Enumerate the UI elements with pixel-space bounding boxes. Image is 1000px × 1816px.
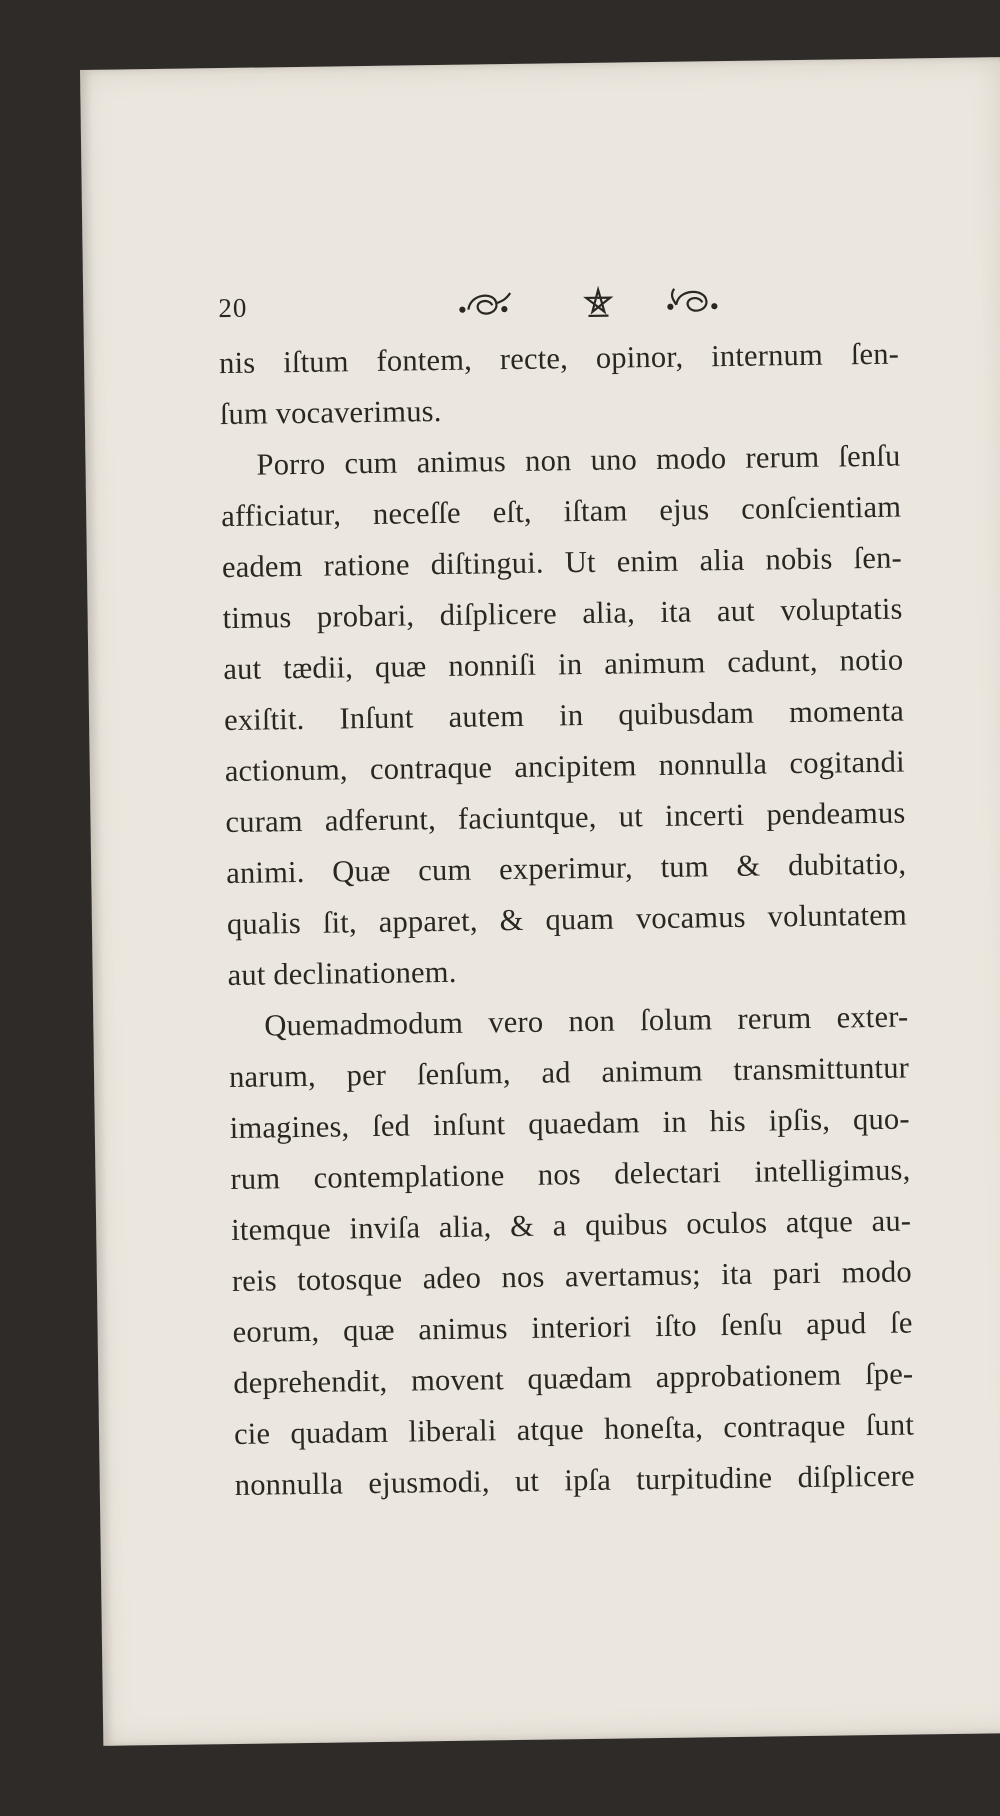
text-line: rum contemplatione nos delectari intelligimus,	[230, 1152, 911, 1197]
text-line: animi. Quæ cum experimur, tum & dubitatio,	[225, 846, 907, 891]
text-line: narum, per ſenſum, ad animum transmittuntur	[228, 1050, 910, 1095]
text-line: qualis ſit, apparet, & quam vocamus voluntatem	[226, 897, 908, 942]
text-line: exiſtit. Inſunt autem in quibusdam momenta	[223, 693, 905, 738]
text-line: nonnulla ejusmodi, ut ipſa turpitudine diſplicere	[234, 1458, 915, 1502]
text-line: ſum vocaverimus.	[219, 393, 442, 432]
paragraph-start-line: Quemadmodum vero non ſolum rerum exter-	[264, 999, 909, 1043]
text-line: afficiatur, neceſſe eſt, iſtam ejus conſcientiam	[221, 489, 902, 534]
text-line: reis totosque adeo nos avertamus; ita pari modo	[231, 1254, 913, 1298]
paragraph-start-line: Porro cum animus non uno modo rerum ſenſu	[256, 438, 901, 482]
text-line: eadem ratione diſtingui. Ut enim alia nobis ſen-	[221, 540, 903, 585]
fleuron-ornament-icon	[448, 276, 749, 330]
text-line: actionum, contraque ancipitem nonnulla cogitandi	[224, 744, 905, 789]
page-header	[218, 274, 899, 333]
body-text	[219, 329, 915, 1511]
book-page	[80, 57, 1000, 1746]
text-line: aut tædii, quæ nonniſi in animum cadunt, notio	[223, 642, 904, 687]
text-line: curam adferunt, faciuntque, ut incerti pendeamus	[225, 795, 906, 840]
text-line: nis iſtum fontem, recte, opinor, internum ſen-	[218, 336, 900, 381]
text-line: deprehendit, movent quædam approbationem ſpe-	[233, 1356, 914, 1400]
page-number: 20	[218, 292, 248, 324]
text-line: aut declinationem.	[227, 954, 457, 993]
text-line: imagines, ſed inſunt quaedam in his ipſis, quo-	[229, 1101, 910, 1146]
text-line: eorum, quæ animus interiori iſto ſenſu apud ſe	[232, 1305, 913, 1349]
text-line: cie quadam liberali atque honeſta, contraque ſunt	[233, 1407, 915, 1451]
text-line: itemque inviſa alia, & a quibus oculos atque au-	[230, 1203, 912, 1248]
text-line: timus probari, diſplicere alia, ita aut voluptatis	[222, 591, 903, 636]
